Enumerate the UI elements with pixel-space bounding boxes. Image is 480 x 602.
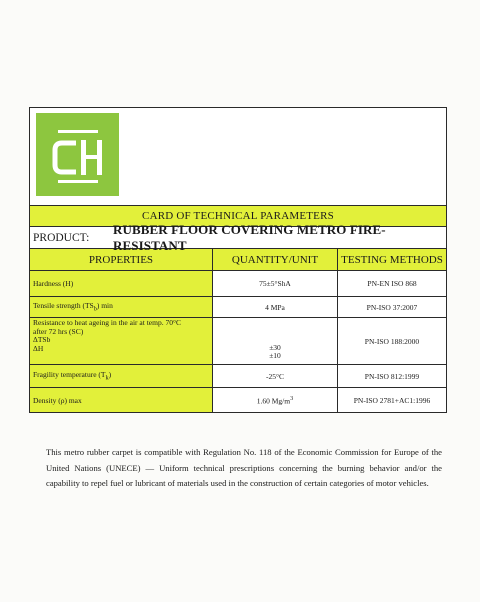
product-label: PRODUCT: xyxy=(33,231,90,244)
quantity-cell: 75±5°ShA xyxy=(213,271,338,297)
header-quantity: QUANTITY/UNIT xyxy=(213,249,338,271)
method-cell: PN-ISO 188:2000 xyxy=(338,318,447,365)
property-cell: Hardness (H) xyxy=(30,271,213,297)
quantity-cell xyxy=(213,318,338,365)
quantity-line: ±10 xyxy=(269,351,281,361)
method-cell: PN-ISO 812:1999 xyxy=(338,365,447,388)
table-row xyxy=(30,271,446,297)
logo-row xyxy=(30,108,446,206)
header-properties: PROPERTIES xyxy=(30,249,213,271)
ch-logo-icon xyxy=(36,113,119,196)
table-row xyxy=(30,297,446,318)
product-row xyxy=(30,221,446,253)
method-cell: PN-ISO 37:2007 xyxy=(338,297,447,318)
property-line: Resistance to heat ageing in the air at temp. 70°C xyxy=(33,318,181,327)
company-logo xyxy=(36,113,119,196)
property-line: ΔH xyxy=(33,343,44,353)
property-line: after 72 hrs (SC) xyxy=(33,326,84,336)
product-value: RUBBER FLOOR COVERING METRO FIRE-RESISTANT xyxy=(113,221,386,253)
property-cell: Fragility temperature $(T_k)$ xyxy=(30,365,213,388)
method-cell: PN-ISO 2781+AC1:1996 xyxy=(353,395,431,405)
compliance-note: This metro rubber carpet is compatible with Regulation No. 118 of the Economic Commission for Europe of the United Nations (UNECE) — Uniform technical prescriptions concerning the burning behavior and/or the capability to repel fuel or lubricant of materials used in the construction of certain categories of motor vehicles. xyxy=(46,447,442,488)
technical-parameters-card xyxy=(29,107,447,413)
property-cell xyxy=(30,318,213,365)
property-cell: Density (ρ) max xyxy=(30,388,213,413)
quantity-cell: -25°C xyxy=(213,365,338,388)
card-title: CARD OF TECHNICAL PARAMETERS xyxy=(30,206,446,227)
quantity-line: ±30 xyxy=(269,342,281,352)
property-cell: Tensile strength $(TS_b)$ min xyxy=(30,297,213,318)
table-row xyxy=(30,318,446,365)
table-row xyxy=(30,365,446,388)
quantity-cell: 4 MPa xyxy=(213,297,338,318)
quantity-cell: 1.60 $Mg/m^3$ xyxy=(213,388,338,413)
property-line: ΔTSb xyxy=(33,335,51,345)
parameters-table xyxy=(30,249,446,412)
header-testing-methods: TESTING METHODS xyxy=(338,249,447,271)
method-cell: PN-EN ISO 868 xyxy=(338,271,447,297)
table-row xyxy=(30,388,446,413)
